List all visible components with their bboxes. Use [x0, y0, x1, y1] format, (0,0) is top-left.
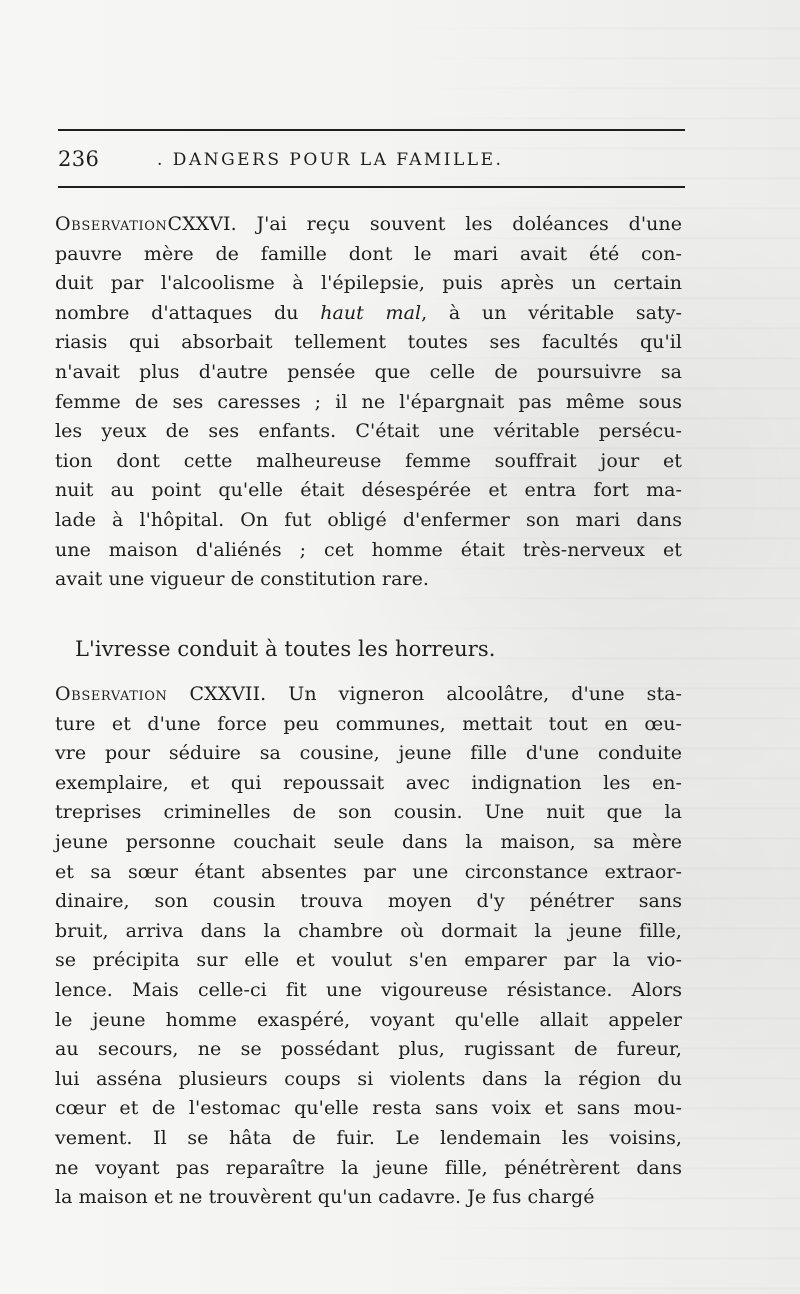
text-fragment: nombre d'attaques du [55, 301, 321, 324]
text-fragment: . J'ai reçu souvent les doléances d'une [230, 213, 682, 235]
text-line: une maison d'aliénés ; cet homme était très-nerveux et [55, 538, 682, 561]
text-line: ne voyant pas reparaître la jeune fille, pénétrèrent dans [55, 1156, 682, 1179]
observation-label: Observation [55, 213, 168, 235]
text-line: jeune personne couchait seule dans la maison, sa mère [55, 830, 682, 853]
observation-number: CXXVI [167, 213, 231, 235]
text-line: ture et d'une force peu communes, mettait tout en œu- [55, 712, 682, 735]
text-line: et sa sœur étant absentes par une circonstance extraor- [55, 860, 682, 883]
text-line: au secours, ne se possédant plus, rugissant de fureur, [55, 1038, 682, 1061]
text-line [55, 299, 682, 329]
text-line: femme de ses caresses ; il ne l'épargnait pas même sous [55, 390, 682, 413]
text-line: lui asséna plusieurs coups si violents dans la région du [55, 1067, 682, 1090]
text-line: n'avait plus d'autre pensée que celle de poursuivre sa [55, 360, 682, 383]
text-line: la maison et ne trouvèrent qu'un cadavre. Je fus chargé [55, 1186, 595, 1209]
text-line: bruit, arriva dans la chambre où dormait la jeune fille, [55, 919, 682, 942]
italic-phrase: haut mal [320, 301, 422, 324]
text-line [55, 210, 682, 240]
text-line: lence. Mais celle-ci fit une vigoureuse résistance. Alors [55, 978, 682, 1001]
text-line: vement. Il se hâta de fuir. Le lendemain les voisins, [55, 1126, 682, 1149]
text-fragment: . Un vigneron alcoolâtre, d'une sta- [260, 683, 682, 705]
text-line: se précipita sur elle et voulut s'en emparer par la vio- [55, 949, 682, 972]
text-line: dinaire, son cousin trouva moyen d'y pénétrer sans [55, 890, 682, 913]
observation-cxxvii [55, 680, 682, 1213]
text-line: treprises criminelles de son cousin. Une nuit que la [55, 801, 682, 824]
text-fragment: , à un véritable saty- [421, 301, 682, 324]
observation-number: CXXVII [189, 683, 261, 705]
header-top-rule [58, 129, 685, 131]
text-line: exemplaire, et qui repoussait avec indignation les en- [55, 771, 682, 794]
text-line: pauvre mère de famille dont le mari avait été con- [55, 242, 682, 265]
text-line: les yeux de ses enfants. C'était une véritable persécu- [55, 420, 682, 443]
text-line: riasis qui absorbait tellement toutes ses facultés qu'il [55, 331, 682, 354]
text-line [55, 680, 682, 710]
text-line: duit par l'alcoolisme à l'épilepsie, puis après un certain [55, 272, 682, 295]
header-bottom-rule [58, 186, 685, 188]
text-line: cœur et de l'estomac qu'elle resta sans voix et sans mou- [55, 1097, 682, 1120]
text-line: tion dont cette malheureuse femme souffrait jour et [55, 449, 682, 472]
section-heading: L'ivresse conduit à toutes les horreurs. [75, 637, 496, 661]
observation-cxxvi [55, 210, 682, 595]
page-number: 236 [58, 147, 100, 171]
text-line: lade à l'hôpital. On fut obligé d'enfermer son mari dans [55, 508, 682, 531]
running-title: . DANGERS POUR LA FAMILLE. [157, 150, 504, 170]
text-line: avait une vigueur de constitution rare. [55, 568, 429, 591]
text-line: le jeune homme exaspéré, voyant qu'elle allait appeler [55, 1008, 682, 1031]
text-line: vre pour séduire sa cousine, jeune fille d'une conduite [55, 742, 682, 765]
text-line: nuit au point qu'elle était désespérée et entra fort ma- [55, 479, 682, 502]
observation-label: Observation [55, 683, 168, 705]
